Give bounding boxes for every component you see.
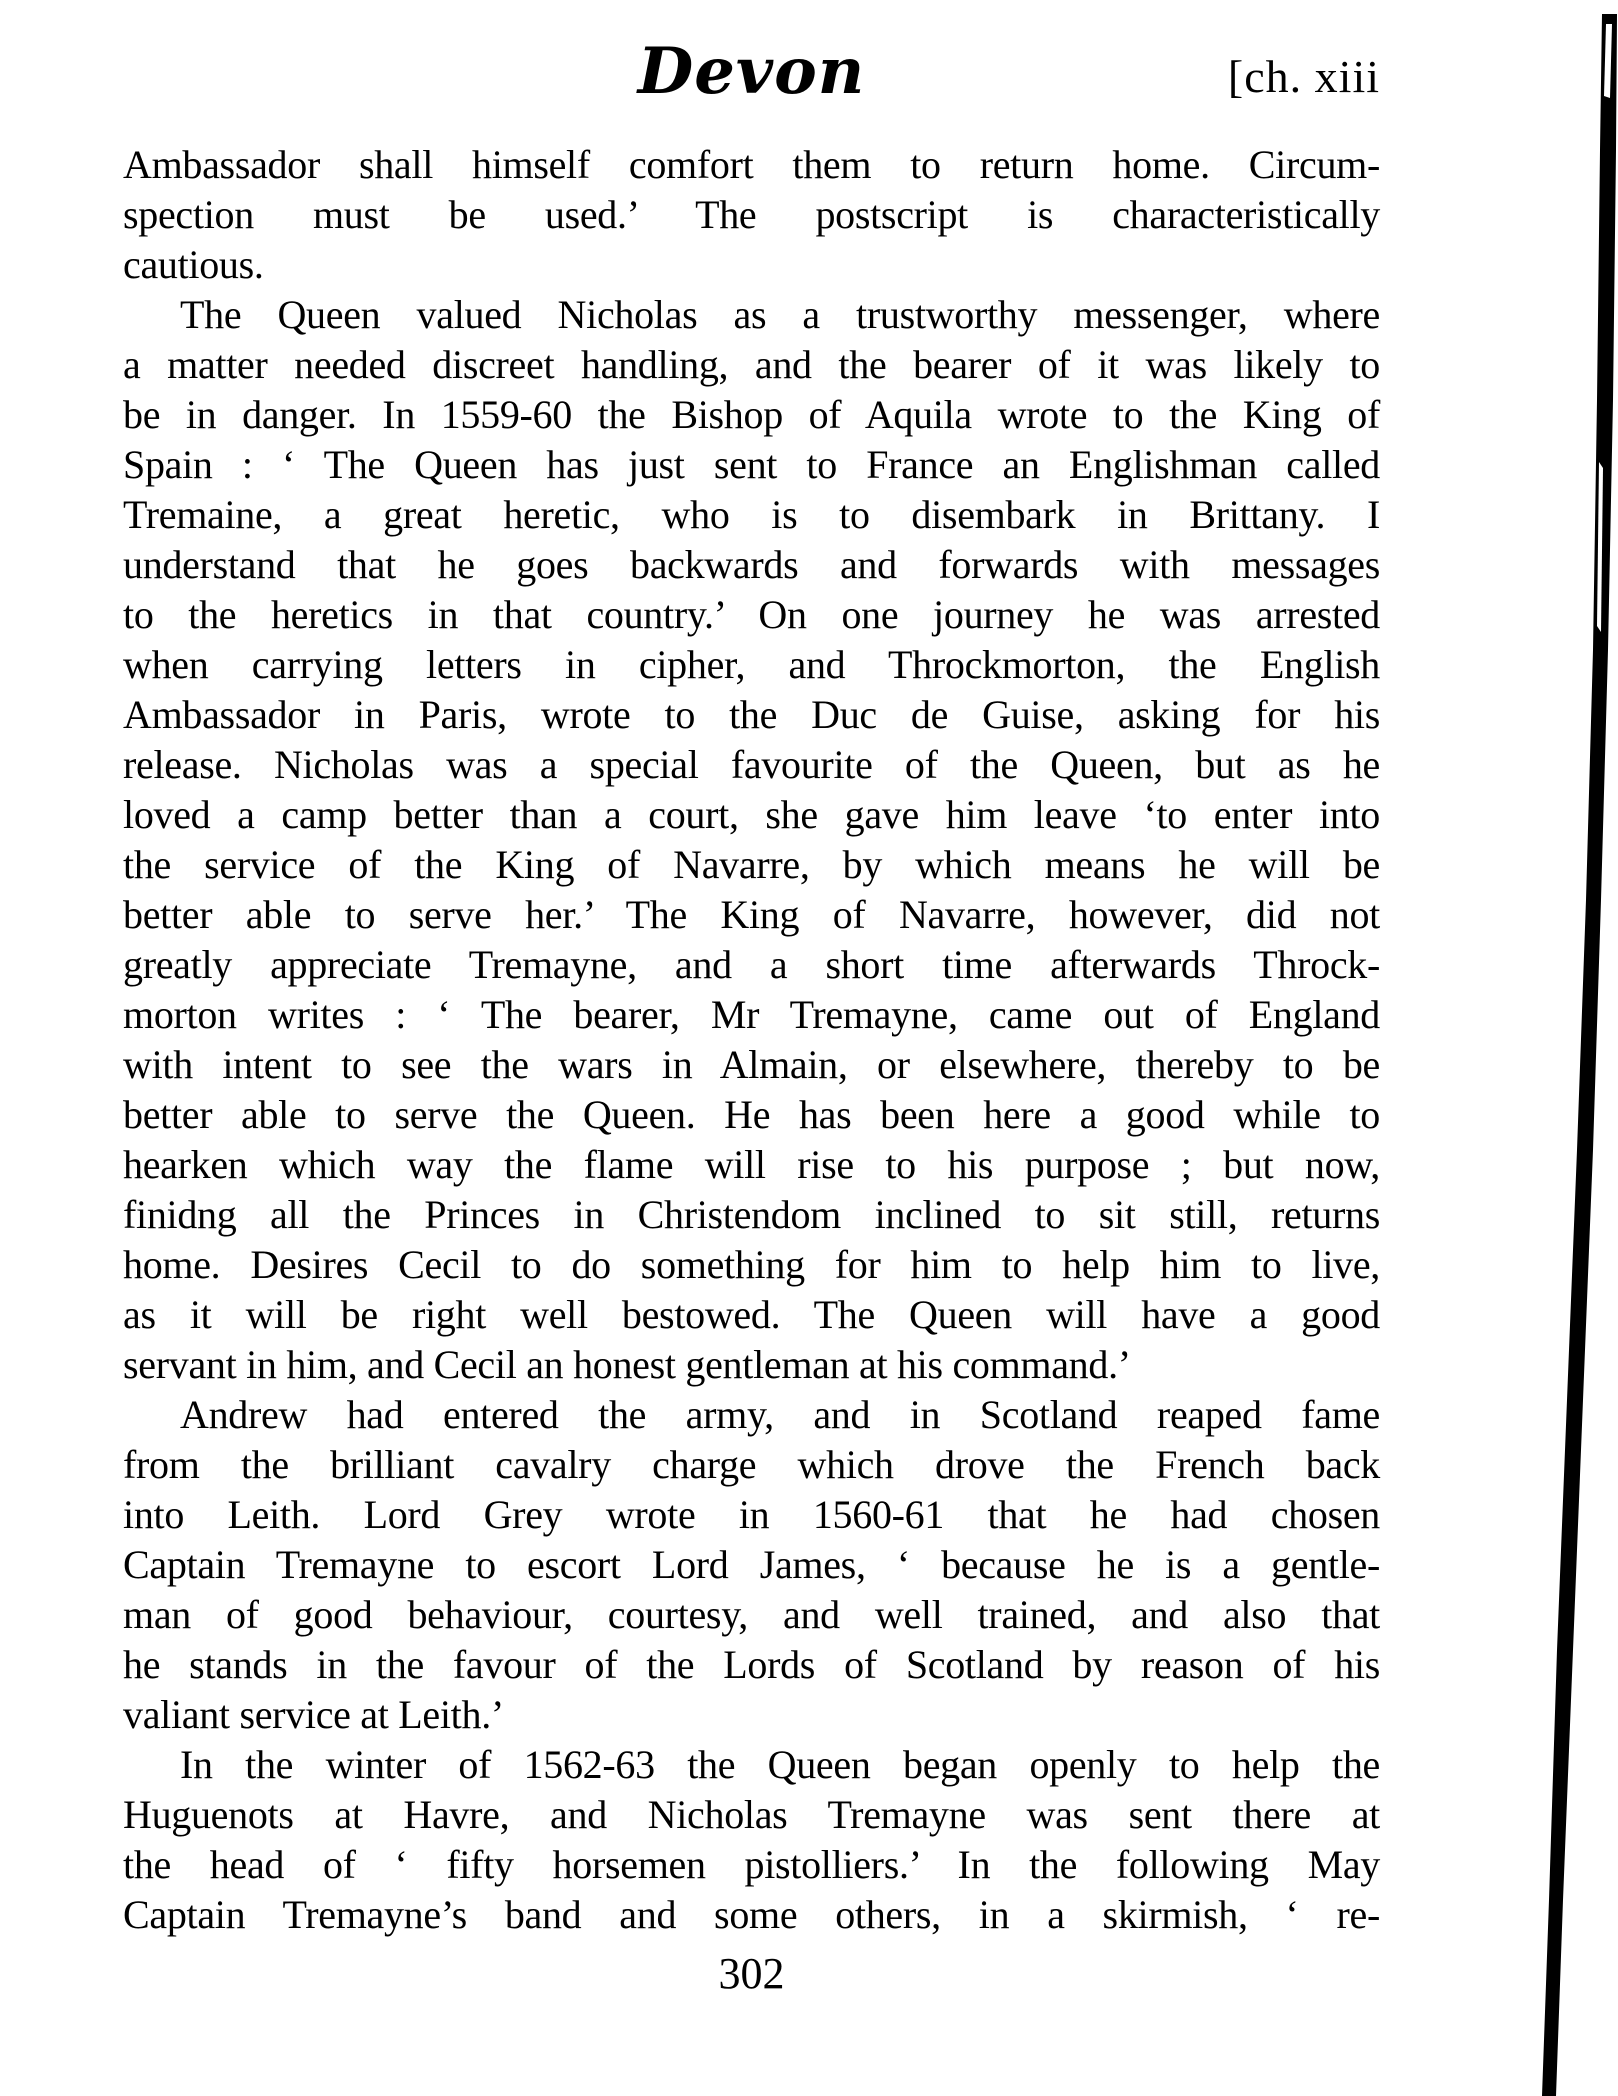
chapter-label: [ch. xiii (1227, 51, 1380, 102)
text-line: he stands in the favour of the Lords of Scotland by reason of his (123, 1642, 1380, 1687)
text-line: spection must be used.’ The postscript is characteristically (123, 192, 1380, 237)
text-line: as it will be right well bestowed. The Queen will have a good (123, 1292, 1380, 1337)
text-line: the head of ‘ fifty horsemen pistolliers.’ In the following May (123, 1842, 1380, 1887)
text-line: valiant service at Leith.’ (123, 1692, 504, 1737)
text-line: release. Nicholas was a special favourite of the Queen, but as he (123, 742, 1380, 787)
text-line: Spain : ‘ The Queen has just sent to France an Englishman called (123, 442, 1380, 487)
text-line: Huguenots at Havre, and Nicholas Tremayne was sent there at (123, 1792, 1380, 1837)
text-line: In the winter of 1562-63 the Queen began openly to help the (180, 1742, 1380, 1787)
text-line: loved a camp better than a court, she gave him leave ‘to enter into (123, 792, 1380, 837)
text-line: from the brilliant cavalry charge which drove the French back (123, 1442, 1380, 1487)
text-line: morton writes : ‘ The bearer, Mr Tremayne, came out of England (123, 992, 1380, 1037)
text-line: with intent to see the wars in Almain, or elsewhere, thereby to be (123, 1042, 1380, 1087)
text-line: Andrew had entered the army, and in Scotland reaped fame (180, 1392, 1380, 1437)
text-line: Tremaine, a great heretic, who is to disembark in Brittany. I (123, 492, 1380, 537)
text-line: Ambassador shall himself comfort them to return home. Circum- (123, 142, 1380, 187)
page-number: 302 (718, 1949, 785, 1998)
text-line: when carrying letters in cipher, and Throckmorton, the English (123, 642, 1380, 687)
text-line: cautious. (123, 242, 264, 287)
text-line: Captain Tremayne’s band and some others, in a skirmish, ‘ re- (123, 1892, 1380, 1937)
text-column (123, 0, 1380, 1998)
page-title: Devon (637, 34, 866, 109)
text-line: Captain Tremayne to escort Lord James, ‘ because he is a gentle- (123, 1542, 1380, 1587)
text-line: be in danger. In 1559-60 the Bishop of Aquila wrote to the King of (123, 392, 1380, 437)
text-line: better able to serve the Queen. He has been here a good while to (123, 1092, 1380, 1137)
text-line: to the heretics in that country.’ On one journey he was arrested (123, 592, 1380, 637)
text-line: understand that he goes backwards and forwards with messages (123, 542, 1380, 587)
text-line: home. Desires Cecil to do something for him to help him to live, (123, 1242, 1380, 1287)
text-line: finidng all the Princes in Christendom inclined to sit still, returns (123, 1192, 1380, 1237)
text-line: The Queen valued Nicholas as a trustworthy messenger, where (180, 292, 1380, 337)
body-text (123, 140, 1380, 1940)
text-line: a matter needed discreet handling, and the bearer of it was likely to (123, 342, 1380, 387)
text-line: man of good behaviour, courtesy, and well trained, and also that (123, 1592, 1380, 1637)
text-line: servant in him, and Cecil an honest gentleman at his command.’ (123, 1342, 1131, 1387)
text-line: the service of the King of Navarre, by which means he will be (123, 842, 1380, 887)
text-line: into Leith. Lord Grey wrote in 1560-61 that he had chosen (123, 1492, 1380, 1537)
text-line: Ambassador in Paris, wrote to the Duc de Guise, asking for his (123, 692, 1380, 737)
text-line: better able to serve her.’ The King of Navarre, however, did not (123, 892, 1380, 937)
text-line: hearken which way the flame will rise to his purpose ; but now, (123, 1142, 1380, 1187)
text-line: greatly appreciate Tremayne, and a short time afterwards Throck- (123, 942, 1380, 987)
page-header (123, 0, 1380, 140)
